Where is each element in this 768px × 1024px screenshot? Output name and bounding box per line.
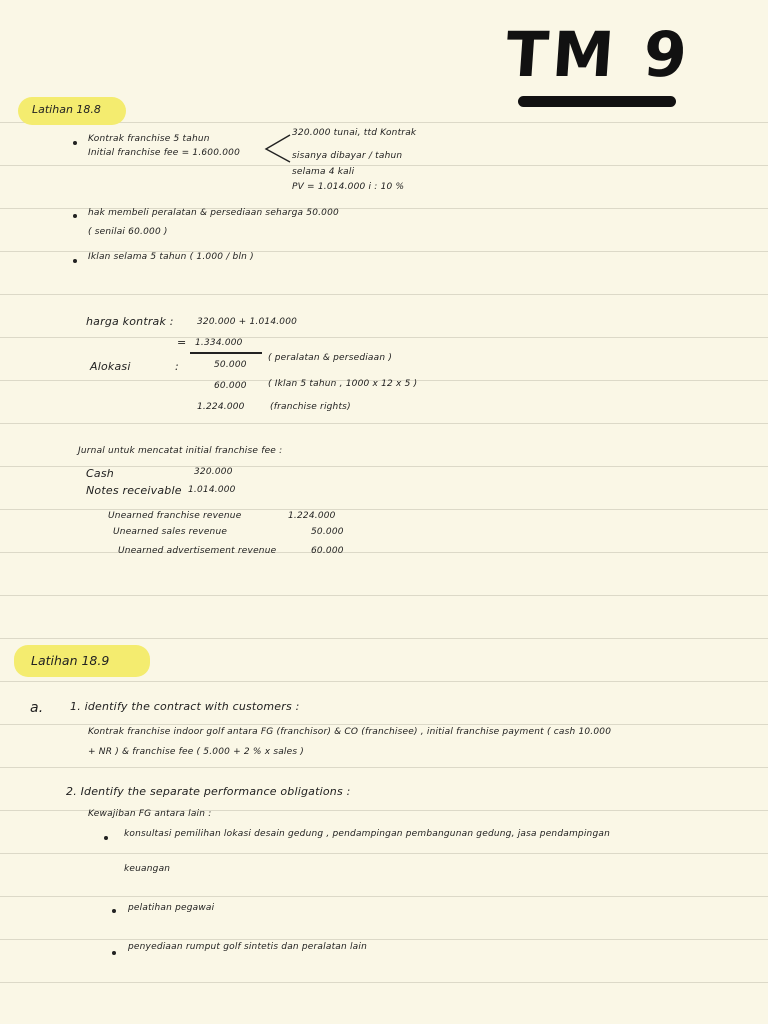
- obligation-1-cont: keuangan: [124, 864, 171, 874]
- harga-kontrak-eq: =: [177, 336, 187, 349]
- equipment-line-1: hak membeli peralatan & persediaan seharga 50.000: [88, 208, 339, 218]
- payment-line-2: sisanya dibayar / tahun: [292, 151, 403, 161]
- alokasi-value-2: 60.000: [214, 381, 247, 391]
- page-title: TM 9: [503, 18, 694, 91]
- obligation-3: penyediaan rumput golf sintetis dan peralatan lain: [128, 942, 367, 952]
- harga-kontrak-value: 320.000 + 1.014.000: [197, 317, 298, 327]
- step-2-heading: 2. Identify the separate performance obligations :: [66, 785, 351, 798]
- bullet: [73, 259, 77, 263]
- journal-usr-label: Unearned sales revenue: [113, 527, 228, 537]
- journal-uar-label: Unearned advertisement revenue: [118, 546, 277, 556]
- payment-line-3: selama 4 kali: [292, 167, 355, 177]
- alokasi-label: Alokasi: [90, 360, 131, 373]
- section-heading-18-8: Latihan 18.8: [18, 97, 126, 125]
- contract-line-1: Kontrak franchise 5 tahun: [88, 134, 210, 144]
- step-1-heading: 1. identify the contract with customers :: [70, 700, 300, 713]
- brace-icon: [262, 132, 292, 166]
- step-2-intro: Kewajiban FG antara lain :: [88, 809, 212, 819]
- obligation-1: konsultasi pemilihan lokasi desain gedung , pendampingan pembangunan gedung, jasa pendampingan: [124, 829, 610, 839]
- alokasi-value-3: 1.224.000: [197, 402, 245, 412]
- total-underline: [190, 352, 262, 354]
- harga-kontrak-total: 1.334.000: [195, 338, 243, 348]
- payment-line-4: PV = 1.014.000 i : 10 %: [292, 182, 405, 192]
- title-underline: [518, 96, 676, 107]
- journal-nr-label: Notes receivable: [86, 484, 182, 497]
- bullet: [112, 909, 116, 913]
- alokasi-note-2: ( Iklan 5 tahun , 1000 x 12 x 5 ): [268, 379, 418, 389]
- obligation-2: pelatihan pegawai: [128, 903, 215, 913]
- alokasi-value-1: 50.000: [214, 360, 247, 370]
- journal-cash-label: Cash: [86, 467, 114, 480]
- journal-usr-value: 50.000: [311, 527, 344, 537]
- journal-ufr-label: Unearned franchise revenue: [108, 511, 242, 521]
- contract-line-2: Initial franchise fee = 1.600.000: [88, 148, 241, 158]
- alokasi-colon: :: [175, 360, 179, 373]
- part-a-label: a.: [30, 700, 44, 716]
- bullet: [73, 214, 77, 218]
- journal-uar-value: 60.000: [311, 546, 344, 556]
- journal-nr-value: 1.014.000: [188, 485, 236, 495]
- step-1-line-1: Kontrak franchise indoor golf antara FG (franchisor) & CO (franchisee) , initial franchise payment ( cash 10.000: [88, 727, 612, 737]
- alokasi-note-1: ( peralatan & persediaan ): [268, 353, 393, 363]
- section-heading-18-9: Latihan 18.9: [14, 645, 150, 677]
- journal-ufr-value: 1.224.000: [288, 511, 336, 521]
- step-1-line-2: + NR ) & franchise fee ( 5.000 + 2 % x sales ): [88, 747, 305, 757]
- equipment-line-2: ( senilai 60.000 ): [88, 227, 168, 237]
- jurnal-title: Jurnal untuk mencatat initial franchise fee :: [78, 446, 283, 456]
- payment-line-1: 320.000 tunai, ttd Kontrak: [292, 128, 417, 138]
- bullet: [73, 141, 77, 145]
- bullet: [112, 951, 116, 955]
- bullet: [104, 836, 108, 840]
- advertising-line: Iklan selama 5 tahun ( 1.000 / bln ): [88, 252, 254, 262]
- journal-cash-value: 320.000: [194, 467, 233, 477]
- alokasi-note-3: (franchise rights): [270, 402, 351, 412]
- harga-kontrak-label: harga kontrak :: [86, 315, 174, 328]
